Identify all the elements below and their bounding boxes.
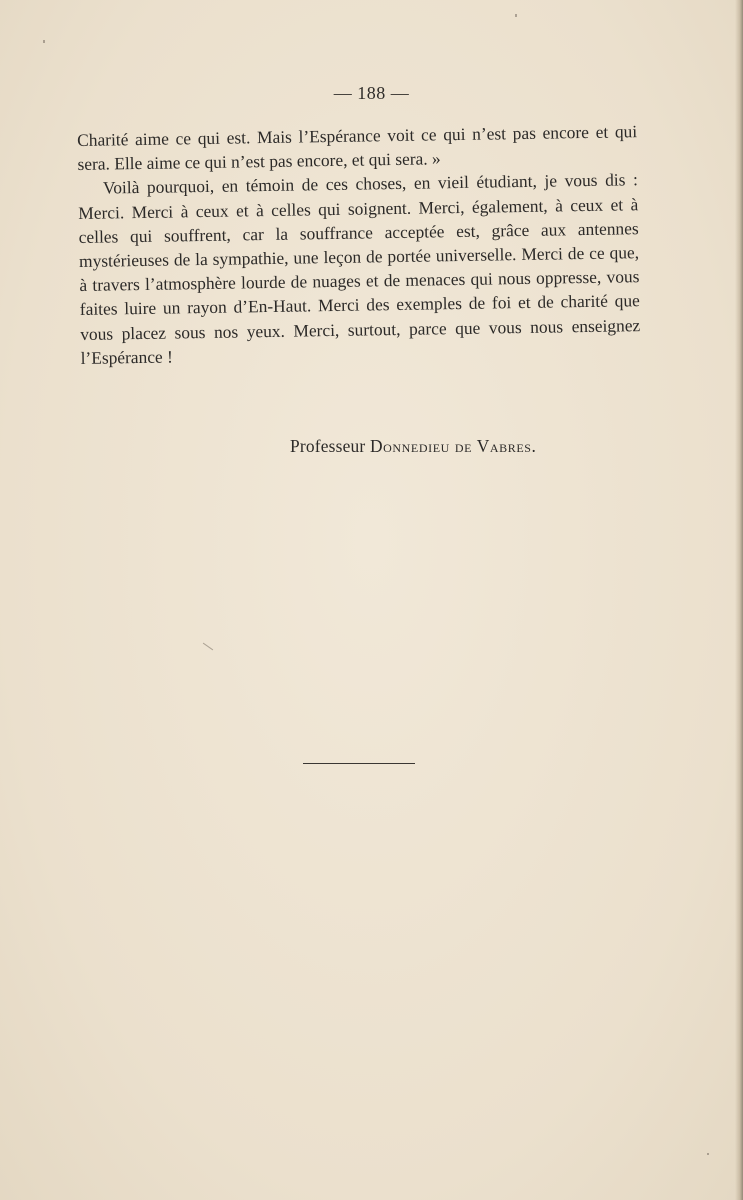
signature-name: Donnedieu de Vabres. bbox=[369, 436, 537, 456]
paragraph-continuation: Charité aime ce qui est. Mais l’Espérance voit ce qui n’est pas encore et qui sera. Elle aime ce qui n’est pas encore, et qui sera. » bbox=[77, 121, 638, 175]
page-edge-shadow bbox=[735, 0, 743, 1200]
paper-speck bbox=[43, 40, 45, 43]
author-signature bbox=[290, 436, 536, 457]
page-number: — 188 — bbox=[333, 83, 410, 103]
section-divider bbox=[303, 763, 415, 764]
paragraph-thanks: Voilà pourquoi, en témoin de ces choses, en vieil étudiant, je vous dis : Merci. Merci à ceux et à celles qui soignent. Merci, également, à ceux et à celles qui souffrent, car la souffrance acceptée est, grâce aux antennes mystérieuses de la sympathie, une leçon de portée universelle. Merci de ce que, à travers l’atmosphère lourde de nuages et de menaces qui nous oppresse, vous faites luire un rayon d’En-Haut. Merci des exemples de foi et de charité que vous placez sous nos yeux. Merci, surtout, parce que vous nous enseignez l’Espérance ! bbox=[78, 169, 641, 368]
paper-speck bbox=[707, 1153, 709, 1155]
paper-speck bbox=[203, 643, 213, 651]
signature-title: Professeur bbox=[290, 436, 370, 456]
body-text bbox=[77, 119, 641, 370]
paper-speck bbox=[515, 14, 517, 17]
